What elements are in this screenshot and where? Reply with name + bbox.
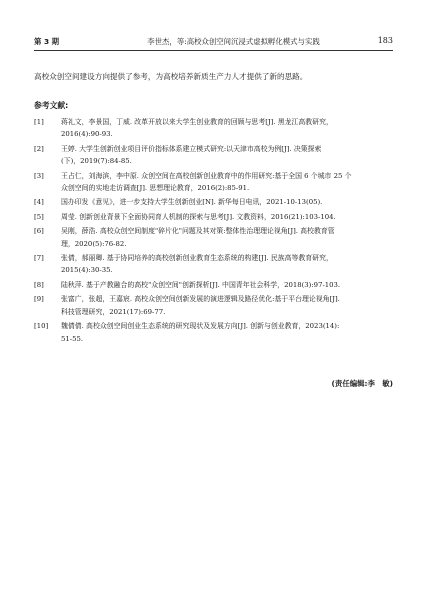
reference-text-line: 魏倩倩. 高校众创空间创业生态系统的研究现状及发展方向[J]. 创新与创业教育，2023(14):: [61, 322, 340, 331]
issue-number: 第 3 期: [34, 37, 60, 46]
reference-number: [6]: [34, 227, 44, 236]
reference-number: [10]: [34, 322, 49, 331]
reference-number: [7]: [34, 254, 44, 263]
intro-paragraph: 高校众创空间建设方向提供了参考，为高校培养新质生产力人才提供了新的思路。: [34, 72, 308, 81]
reference-number: [5]: [34, 212, 44, 221]
reference-text-line: 王占仁，刘海滨，李中原. 众创空间在高校创新创业教育中的作用研究:基于全国 6 个城市 25 个: [61, 171, 352, 180]
running-title: 李世杰，等:高校众创空间沉浸式虚拟孵化模式与实践: [147, 37, 320, 46]
reference-list: [34, 116, 393, 347]
reference-number: [9]: [34, 295, 44, 304]
reference-text-line: 理，2020(5):76-82.: [61, 239, 127, 248]
reference-text-line: 陆秋萍. 基于产教融合的高校"众创空间"创新探析[J]. 中国青年社会科学，2018(3):97-103.: [61, 280, 341, 289]
reference-text-line: 51-55.: [61, 334, 84, 343]
reference-text-line: 众创空间的实地走访调查[J]. 思想理论教育，2016(2):85-91.: [61, 184, 250, 193]
reference-text-line: 国办印发《意见》，进一步支持大学生创新创业[N]. 新华每日电讯，2021-10-13(05).: [61, 198, 323, 207]
reference-number: [1]: [34, 118, 44, 126]
page-number: 183: [377, 36, 393, 45]
reference-item: [34, 320, 393, 345]
reference-item: [34, 196, 393, 208]
reference-text-line: 科技管理研究，2021(17):69-77.: [61, 307, 166, 316]
reference-text-line: 2015(4):30-35.: [61, 266, 113, 275]
reference-text-line: 周莹. 创新创业背景下全面协同育人机制的探索与思考[J]. 文教资料，2016(21):103-104.: [61, 212, 336, 221]
reference-text-line: 蒋礼文，李景国，丁威. 改革开放以来大学生创业教育的回顾与思考[J]. 黑龙江高教研究，: [61, 118, 333, 126]
reference-text-line: 吴刚，薛浩. 高校众创空间制度"碎片化"问题及其对策:整体性治理理论视角[J]. 高校教育管: [61, 227, 335, 236]
reference-text-line: 张富广，张超，王嘉宸. 高校众创空间创新发展的演进逻辑及路径优化:基于平台理论视角[J].: [61, 295, 340, 304]
reference-number: [8]: [34, 280, 44, 289]
reference-number: [2]: [34, 144, 44, 153]
reference-item: [34, 211, 393, 223]
reference-item: [34, 170, 393, 195]
reference-text-line: 王婷. 大学生创新创业项目评价指标体系建立模式研究:以天津市高校为例[J]. 决策探索: [61, 144, 322, 153]
responsible-editor: (责任编辑:李 敏): [331, 379, 393, 388]
reference-item: [34, 225, 393, 250]
reference-item: [34, 293, 393, 318]
reference-item: [34, 116, 393, 141]
reference-number: [3]: [34, 171, 44, 180]
references-heading: 参考文献:: [34, 101, 69, 110]
reference-item: [34, 143, 393, 168]
reference-text-line: 2016(4):90-93.: [61, 130, 113, 139]
reference-item: [34, 252, 393, 277]
running-header: [34, 36, 393, 51]
reference-text-line: 张倩，郝丽卿. 基于协同培养的高校创新创业教育生态系统的构建[J]. 民族高等教育研究，: [61, 254, 333, 263]
reference-number: [4]: [34, 198, 44, 207]
reference-item: [34, 279, 393, 291]
reference-text-line: (下)，2019(7):84-85.: [61, 157, 132, 166]
